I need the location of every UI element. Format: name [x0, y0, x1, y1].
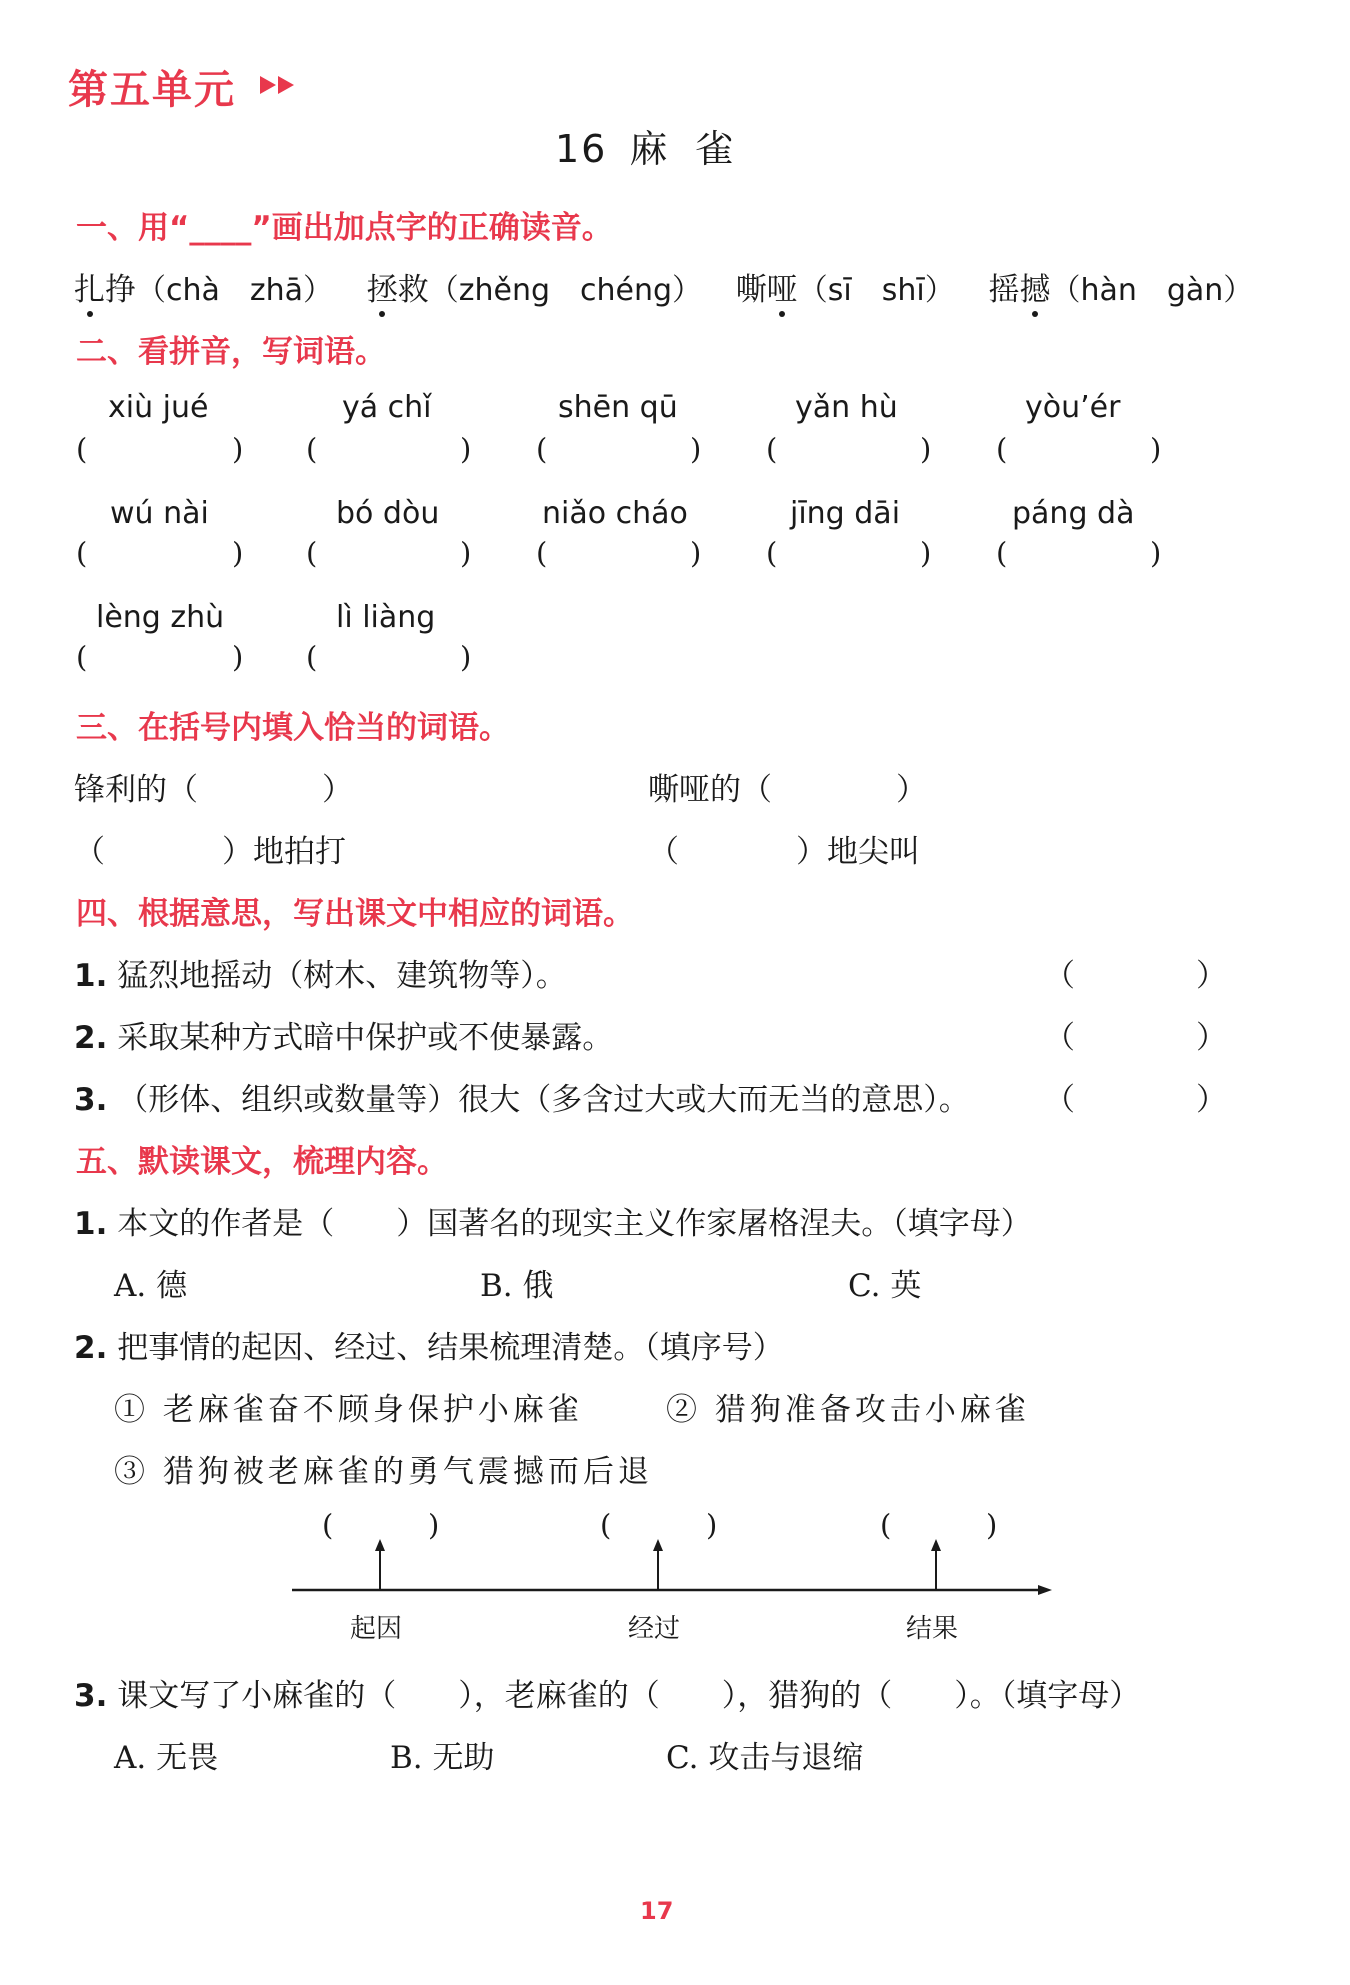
answer-bracket-open: （ [1044, 958, 1075, 994]
double-arrow-icon [258, 74, 298, 96]
answer-bracket-close: ) [460, 432, 472, 466]
timeline-pointer-head [375, 1539, 385, 1551]
answer-bracket-open: ( [76, 432, 88, 466]
answer-bracket-close: ) [920, 536, 932, 570]
answer-bracket-open: ( [536, 432, 548, 466]
answer-bracket-close: ) [1150, 432, 1162, 466]
timeline-pointer-head [931, 1539, 941, 1551]
option-c: C. 攻击与退缩 [666, 1740, 864, 1776]
fill-phrase-a-close: ） [322, 772, 353, 808]
answer-bracket-open: ( [766, 536, 778, 570]
q5-question-2: 2. 把事情的起因、经过、结果梳理清楚。（填序号） [74, 1330, 784, 1366]
answer-bracket-open: ( [76, 640, 88, 674]
q1-item: 拯救（zhěng chéng） [367, 272, 702, 308]
option-b: B. 无助 [390, 1740, 495, 1776]
option-b: B. 俄 [480, 1268, 554, 1304]
answer-bracket-close: ) [232, 640, 244, 674]
timeline-label-result: 结果 [906, 1614, 959, 1644]
answer-bracket-close: ) [460, 640, 472, 674]
answer-bracket-open: （ [1044, 1020, 1075, 1056]
answer-bracket-open: ( [306, 432, 318, 466]
section-2-heading: 二、看拼音，写词语。 [76, 334, 386, 370]
timeline-label-process: 经过 [628, 1614, 681, 1644]
definition-item: 3. （形体、组织或数量等）很大（多含过大或大而无当的意思）。 [74, 1082, 970, 1118]
q1-item: 摇撼（hàn gàn） [988, 272, 1253, 308]
answer-bracket-close: ） [1196, 1020, 1227, 1056]
option-a: A. 德 [114, 1268, 188, 1304]
timeline-diagram [280, 1535, 1060, 1605]
pinyin-label: shēn qū [558, 390, 678, 425]
pinyin-label: xiù jué [108, 390, 209, 425]
fill-phrase-c-open: （ [74, 834, 105, 870]
answer-bracket-open: ( [76, 536, 88, 570]
event-item: ① 老麻雀奋不顾身保护小麻雀 [114, 1392, 583, 1428]
fill-phrase-d-open: （ [648, 834, 679, 870]
answer-bracket-close: ) [706, 1508, 718, 1542]
answer-bracket-open: ( [322, 1508, 334, 1542]
pinyin-label: lì liàng [336, 600, 436, 635]
answer-bracket-close: ) [232, 432, 244, 466]
answer-bracket-close: ) [920, 432, 932, 466]
lesson-name: 麻雀 [629, 127, 762, 171]
answer-bracket-close: ) [428, 1508, 440, 1542]
timeline-label-cause: 起因 [350, 1614, 403, 1644]
q1-item: 扎挣（chà zhā） [74, 272, 333, 308]
timeline-pointer-head [653, 1539, 663, 1551]
option-a: A. 无畏 [114, 1740, 219, 1776]
event-item: ② 猎狗准备攻击小麻雀 [666, 1392, 1030, 1428]
answer-bracket-open: ( [996, 432, 1008, 466]
answer-bracket-close: ) [690, 432, 702, 466]
answer-bracket-open: ( [536, 536, 548, 570]
pinyin-label: niǎo cháo [542, 496, 688, 531]
section-4-heading: 四、根据意思，写出课文中相应的词语。 [76, 896, 634, 932]
q5-question-1: 1. 本文的作者是（ ）国著名的现实主义作家屠格涅夫。（填字母） [74, 1206, 1032, 1242]
pinyin-label: páng dà [1012, 496, 1135, 531]
pinyin-label: lèng zhù [96, 600, 225, 635]
option-c: C. 英 [848, 1268, 922, 1304]
answer-bracket-open: ( [306, 536, 318, 570]
fill-phrase-b: 嘶哑的（ [648, 772, 772, 808]
lesson-number: 16 [555, 127, 608, 171]
answer-bracket-close: ) [232, 536, 244, 570]
pinyin-label: bó dòu [336, 496, 440, 531]
fill-phrase-b-close: ） [896, 772, 927, 808]
answer-bracket-close: ) [460, 536, 472, 570]
answer-bracket-open: ( [600, 1508, 612, 1542]
answer-bracket-close: ) [1150, 536, 1162, 570]
answer-bracket-close: ） [1196, 958, 1227, 994]
section-1-heading: 一、用“____”画出加点字的正确读音。 [76, 210, 613, 246]
pinyin-label: yòu’ér [1025, 390, 1121, 425]
event-item: ③ 猎狗被老麻雀的勇气震撼而后退 [114, 1454, 653, 1490]
q1-item: 嘶哑（sī shī） [736, 272, 955, 308]
page-number: 17 [640, 1897, 674, 1925]
definition-item: 1. 猛烈地摇动（树木、建筑物等）。 [74, 958, 567, 994]
pinyin-label: yá chǐ [342, 390, 432, 425]
answer-bracket-close: ） [1196, 1082, 1227, 1118]
answer-bracket-open: ( [996, 536, 1008, 570]
answer-bracket-open: ( [766, 432, 778, 466]
fill-phrase-c: ）地拍打 [222, 834, 346, 870]
definition-item: 2. 采取某种方式暗中保护或不使暴露。 [74, 1020, 614, 1056]
pinyin-label: yǎn hù [795, 390, 898, 425]
answer-bracket-open: ( [880, 1508, 892, 1542]
q1-row [74, 264, 1253, 309]
unit-title: 第五单元 [68, 67, 236, 113]
section-5-heading: 五、默读课文，梳理内容。 [76, 1144, 448, 1180]
fill-phrase-a: 锋利的（ [74, 772, 198, 808]
fill-phrase-d: ）地尖叫 [796, 834, 920, 870]
pinyin-label: jīng dāi [790, 496, 901, 531]
section-3-heading: 三、在括号内填入恰当的词语。 [76, 710, 510, 746]
pinyin-label: wú nài [110, 496, 209, 531]
timeline-arrowhead [1038, 1585, 1052, 1595]
q5-question-3: 3. 课文写了小麻雀的（ ），老麻雀的（ ），猎狗的（ ）。（填字母） [74, 1678, 1141, 1714]
answer-bracket-open: （ [1044, 1082, 1075, 1118]
answer-bracket-open: ( [306, 640, 318, 674]
lesson-title [555, 118, 761, 173]
answer-bracket-close: ) [690, 536, 702, 570]
answer-bracket-close: ) [986, 1508, 998, 1542]
